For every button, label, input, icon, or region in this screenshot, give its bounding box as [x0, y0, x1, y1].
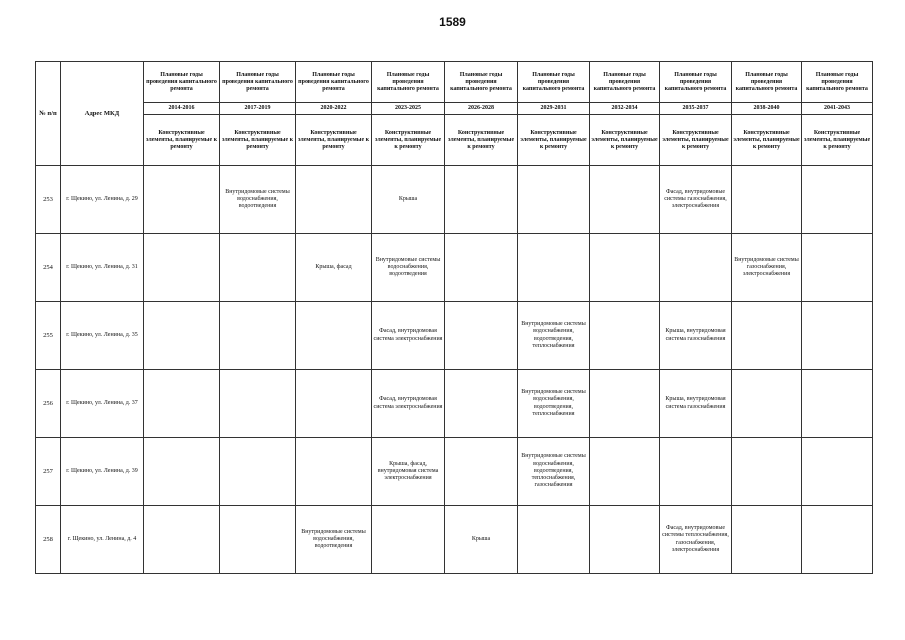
- repair-cell: Внутридомовые системы водоснабжения, водоотведения, теплоснабжения, газоснабжения: [518, 438, 590, 506]
- plan-years-header: Плановые годы проведения капитального ремонта: [660, 62, 732, 103]
- row-address: г. Щекино, ул. Ленина, д. 31: [61, 234, 144, 302]
- plan-years-header: Плановые годы проведения капитального ремонта: [518, 62, 590, 103]
- period-header: 2035-2037: [660, 103, 732, 115]
- repair-cell: [220, 438, 296, 506]
- repair-cell: [732, 506, 802, 574]
- period-header: 2023-2025: [372, 103, 445, 115]
- repair-cell: [590, 438, 660, 506]
- repair-cell: [518, 234, 590, 302]
- repair-cell: Внутридомовые системы водоснабжения, водоотведения, теплоснабжения: [518, 370, 590, 438]
- repair-cell: [144, 438, 220, 506]
- repair-cell: Крыша: [372, 166, 445, 234]
- repair-cell: Крыша, внутридомовая система газоснабжения: [660, 302, 732, 370]
- row-address: г. Щекино, ул. Ленина, д. 39: [61, 438, 144, 506]
- period-header: 2026-2028: [445, 103, 518, 115]
- repair-cell: [590, 234, 660, 302]
- plan-years-header: Плановые годы проведения капитального ремонта: [590, 62, 660, 103]
- repair-cell: [518, 166, 590, 234]
- repair-cell: [220, 302, 296, 370]
- repair-cell: [518, 506, 590, 574]
- repair-cell: Фасад, внутридомовая система электроснабжения: [372, 302, 445, 370]
- repair-cell: [802, 166, 873, 234]
- repair-cell: [144, 506, 220, 574]
- repair-cell: [732, 302, 802, 370]
- elements-header: Конструктивные элементы, планируемые к ремонту: [372, 115, 445, 166]
- plan-years-header: Плановые годы проведения капитального ремонта: [296, 62, 372, 103]
- table-row: [36, 438, 873, 506]
- period-header: 2032-2034: [590, 103, 660, 115]
- repair-cell: [802, 302, 873, 370]
- plan-years-header: Плановые годы проведения капитального ремонта: [732, 62, 802, 103]
- repair-cell: [220, 234, 296, 302]
- row-address: г. Щекино, ул. Ленина, д. 29: [61, 166, 144, 234]
- repair-cell: Фасад, внутридомовые системы теплоснабжения, газоснабжения, электроснабжения: [660, 506, 732, 574]
- repair-cell: [802, 234, 873, 302]
- row-number: 258: [36, 506, 61, 574]
- repair-cell: [590, 302, 660, 370]
- repair-cell: [732, 166, 802, 234]
- repair-cell: [660, 438, 732, 506]
- repair-cell: [296, 370, 372, 438]
- repair-cell: [296, 166, 372, 234]
- table-row: [36, 506, 873, 574]
- page-number: 1589: [439, 15, 466, 29]
- plan-years-header: Плановые годы проведения капитального ремонта: [445, 62, 518, 103]
- repair-cell: [445, 234, 518, 302]
- elements-header: Конструктивные элементы, планируемые к ремонту: [296, 115, 372, 166]
- plan-years-header: Плановые годы проведения капитального ремонта: [220, 62, 296, 103]
- repair-cell: [590, 166, 660, 234]
- plan-years-header: Плановые годы проведения капитального ремонта: [144, 62, 220, 103]
- repair-cell: [445, 370, 518, 438]
- elements-header: Конструктивные элементы, планируемые к ремонту: [220, 115, 296, 166]
- repair-cell: [296, 438, 372, 506]
- elements-header: Конструктивные элементы, планируемые к ремонту: [660, 115, 732, 166]
- repair-cell: Внутридомовые системы водоснабжения, водоотведения: [372, 234, 445, 302]
- period-header: 2038-2040: [732, 103, 802, 115]
- repair-cell: Крыша, внутридомовая система газоснабжения: [660, 370, 732, 438]
- row-address: г. Щекино, ул. Ленина, д. 37: [61, 370, 144, 438]
- repair-cell: [802, 370, 873, 438]
- repair-cell: [802, 506, 873, 574]
- repair-cell: Фасад, внутридомовые системы газоснабжения, электроснабжения: [660, 166, 732, 234]
- table-row: [36, 370, 873, 438]
- repair-cell: [144, 166, 220, 234]
- repair-cell: [445, 302, 518, 370]
- repair-cell: Фасад, внутридомовая система электроснабжения: [372, 370, 445, 438]
- period-header: 2017-2019: [220, 103, 296, 115]
- repair-cell: [660, 234, 732, 302]
- plan-years-header: Плановые годы проведения капитального ремонта: [802, 62, 873, 103]
- row-address: г. Щекино, ул. Ленина, д. 35: [61, 302, 144, 370]
- period-header: 2020-2022: [296, 103, 372, 115]
- elements-header: Конструктивные элементы, планируемые к ремонту: [590, 115, 660, 166]
- repair-cell: [732, 370, 802, 438]
- repair-cell: Крыша, фасад, внутридомовая система электроснабжения: [372, 438, 445, 506]
- row-number: 255: [36, 302, 61, 370]
- repair-cell: [144, 234, 220, 302]
- repair-cell: [296, 302, 372, 370]
- repair-cell: [802, 438, 873, 506]
- repair-cell: [144, 302, 220, 370]
- repair-cell: [144, 370, 220, 438]
- repair-cell: Крыша: [445, 506, 518, 574]
- repair-cell: [445, 166, 518, 234]
- capital-repair-table: [35, 61, 873, 574]
- repair-cell: [445, 438, 518, 506]
- period-header: 2014-2016: [144, 103, 220, 115]
- address-column-header: Адрес МКД: [61, 62, 144, 166]
- table-row: [36, 166, 873, 234]
- row-address: г. Щекино, ул. Ленина, д. 4: [61, 506, 144, 574]
- plan-years-header: Плановые годы проведения капитального ремонта: [372, 62, 445, 103]
- elements-header: Конструктивные элементы, планируемые к ремонту: [518, 115, 590, 166]
- elements-header: Конструктивные элементы, планируемые к ремонту: [802, 115, 873, 166]
- row-number: 253: [36, 166, 61, 234]
- repair-cell: [372, 506, 445, 574]
- elements-header: Конструктивные элементы, планируемые к ремонту: [144, 115, 220, 166]
- elements-header: Конструктивные элементы, планируемые к ремонту: [445, 115, 518, 166]
- repair-cell: Внутридомовые системы водоснабжения, водоотведения, теплоснабжения: [518, 302, 590, 370]
- repair-cell: [590, 506, 660, 574]
- elements-header: Конструктивные элементы, планируемые к ремонту: [732, 115, 802, 166]
- table-row: [36, 302, 873, 370]
- num-column-header: № п/п: [36, 62, 61, 166]
- row-number: 257: [36, 438, 61, 506]
- period-header: 2041-2043: [802, 103, 873, 115]
- repair-cell: Внутридомовые системы газоснабжения, электроснабжения: [732, 234, 802, 302]
- repair-cell: [732, 438, 802, 506]
- row-number: 254: [36, 234, 61, 302]
- repair-cell: [220, 506, 296, 574]
- repair-cell: Внутридомовые системы водоснабжения, водоотведения: [296, 506, 372, 574]
- repair-cell: Крыша, фасад: [296, 234, 372, 302]
- repair-cell: Внутридомовые системы водоснабжения, водоотведения: [220, 166, 296, 234]
- row-number: 256: [36, 370, 61, 438]
- repair-cell: [590, 370, 660, 438]
- period-header: 2029-2031: [518, 103, 590, 115]
- repair-cell: [220, 370, 296, 438]
- table-row: [36, 234, 873, 302]
